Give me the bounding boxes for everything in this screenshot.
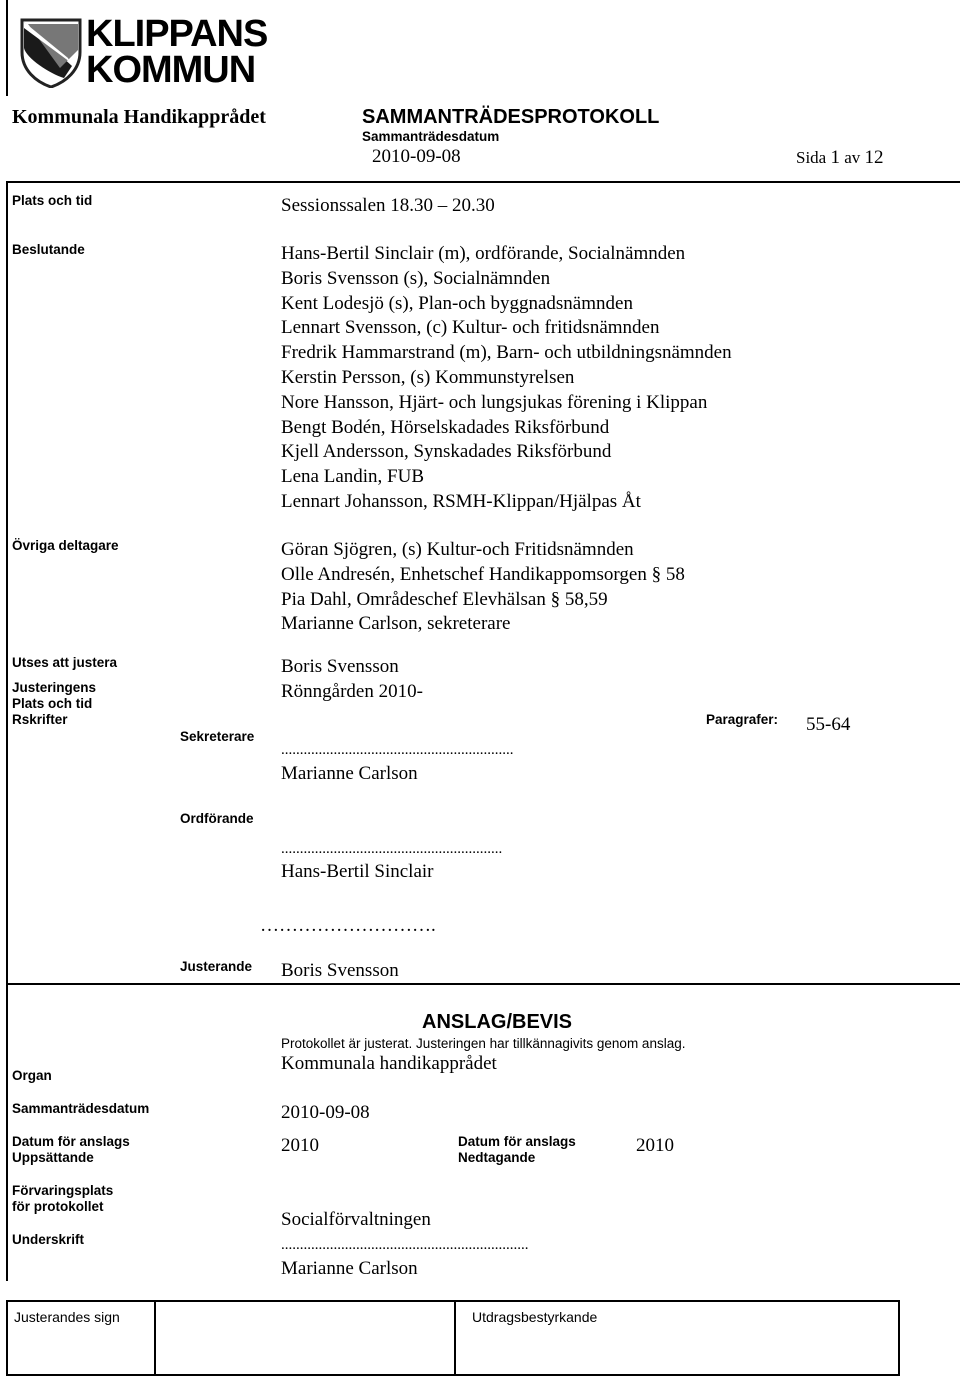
notice-date-value: 2010-09-08: [281, 1102, 370, 1123]
main-bottom-divider: [6, 983, 960, 985]
removed-value: 2010: [636, 1135, 674, 1156]
storage-value: Socialförvaltningen: [281, 1209, 431, 1230]
shield-emblem-icon: [20, 18, 82, 88]
list-item: Pia Dahl, Områdeschef Elevhälsan § 58,59: [281, 588, 608, 610]
deciding-label: Beslutande: [12, 242, 85, 257]
list-item: Kerstin Persson, (s) Kommunstyrelsen: [281, 366, 575, 388]
list-item: Marianne Carlson, sekreterare: [281, 613, 511, 635]
posted-label-line2: Uppsättande: [12, 1150, 94, 1165]
page-total: 12: [864, 147, 884, 168]
list-item: Kent Lodesjö (s), Plan-och byggnadsnämnden: [281, 292, 633, 314]
left-border-notice: [6, 983, 8, 1281]
others-list: [281, 538, 685, 637]
adjuster-signature-line: ……………………….: [260, 915, 436, 936]
list-item: Hans-Bertil Sinclair (m), ordförande, Socialnämnden: [281, 243, 686, 264]
page-of: av: [844, 148, 861, 167]
notice-signature-line: ..................................................................: [281, 1237, 529, 1253]
posted-label-line1: Datum för anslags: [12, 1134, 130, 1149]
logo-text-line1: KLIPPANS: [86, 13, 268, 55]
notice-title: ANSLAG/BEVIS: [422, 1011, 573, 1033]
list-item: Olle Andresén, Enhetschef Handikappomsorgen § 58: [281, 563, 685, 585]
list-item: Lena Landin, FUB: [281, 466, 425, 488]
left-border-main: [6, 181, 8, 985]
posted-value: 2010: [281, 1135, 319, 1156]
organ-value: Kommunala handikapprådet: [281, 1053, 497, 1074]
notice-subtitle: Protokollet är justerat. Justeringen har tillkännagivits genom anslag.: [281, 1036, 686, 1051]
municipality-logo: [20, 13, 268, 91]
storage-label-line2: för protokollet: [12, 1199, 104, 1214]
adjust-label-line1: Justeringens: [12, 680, 97, 695]
storage-label-line1: Förvaringsplats: [12, 1183, 114, 1198]
logo-text-line2: KOMMUN: [86, 49, 256, 91]
page-number: 1: [830, 147, 840, 168]
signature-label: Underskrift: [12, 1232, 85, 1247]
appointed-label: Utses att justera: [12, 655, 118, 670]
removed-label-line2: Nedtagande: [458, 1150, 536, 1165]
meeting-date-label: Sammanträdesdatum: [362, 129, 500, 144]
list-item: Boris Svensson (s), Socialnämnden: [281, 267, 551, 289]
notice-signature-name: Marianne Carlson: [281, 1258, 418, 1279]
organization-title: Kommunala Handikapprådet: [12, 106, 266, 128]
meeting-date: 2010-09-08: [372, 146, 461, 167]
paragraphs-value: 55-64: [806, 714, 851, 735]
secretary-signature-line: ..............................................................: [281, 742, 514, 758]
footer-divider-1: [154, 1302, 156, 1374]
secretary-name: Marianne Carlson: [281, 763, 418, 784]
appointed-value: Boris Svensson: [281, 656, 399, 677]
chair-signature-line: ...........................................................: [281, 841, 503, 857]
list-item: Lennart Johansson, RSMH-Klippan/Hjälpas Åt: [281, 490, 641, 512]
list-item: Bengt Bodén, Hörselskadades Riksförbund: [281, 416, 610, 438]
notice-date-label: Sammanträdesdatum: [12, 1101, 150, 1116]
adjuster-label: Justerande: [180, 959, 253, 974]
others-label: Övriga deltagare: [12, 538, 119, 553]
list-item: Göran Sjögren, (s) Kultur-och Fritidsnämnden: [281, 539, 634, 560]
place-label: Plats och tid: [12, 193, 93, 208]
adjust-label-line2: Plats och tid: [12, 696, 93, 711]
place-value: Sessionssalen 18.30 – 20.30: [281, 195, 495, 216]
organ-label: Organ: [12, 1068, 52, 1083]
secretary-label: Sekreterare: [180, 729, 255, 744]
paragraphs-label: Paragrafer:: [706, 712, 779, 727]
page-word: Sida: [796, 148, 827, 167]
chair-label: Ordförande: [180, 811, 254, 826]
certified-label: Utdragsbestyrkande: [472, 1309, 598, 1325]
footer-divider-2: [454, 1302, 456, 1374]
list-item: Lennart Svensson, (c) Kultur- och fritidsnämnden: [281, 317, 660, 339]
deciding-list: [281, 242, 732, 515]
list-item: Kjell Andersson, Synskadades Riksförbund: [281, 441, 612, 463]
adjuster-sign-label: Justerandes sign: [14, 1309, 120, 1325]
adjust-value: Rönngården 2010-: [281, 681, 423, 702]
adjust-label-line3: Rskrifter: [12, 712, 68, 727]
footer-box: [6, 1300, 900, 1376]
list-item: Nore Hansson, Hjärt- och lungsjukas förening i Klippan: [281, 391, 708, 413]
removed-label-line1: Datum för anslags: [458, 1134, 576, 1149]
page-indicator: [796, 147, 884, 169]
adjuster-name: Boris Svensson: [281, 960, 399, 981]
list-item: Fredrik Hammarstrand (m), Barn- och utbildningsnämnden: [281, 342, 732, 364]
header-divider: [6, 181, 960, 183]
left-border-top: [6, 0, 8, 96]
chair-name: Hans-Bertil Sinclair: [281, 861, 434, 882]
document-type: SAMMANTRÄDESPROTOKOLL: [362, 106, 660, 128]
